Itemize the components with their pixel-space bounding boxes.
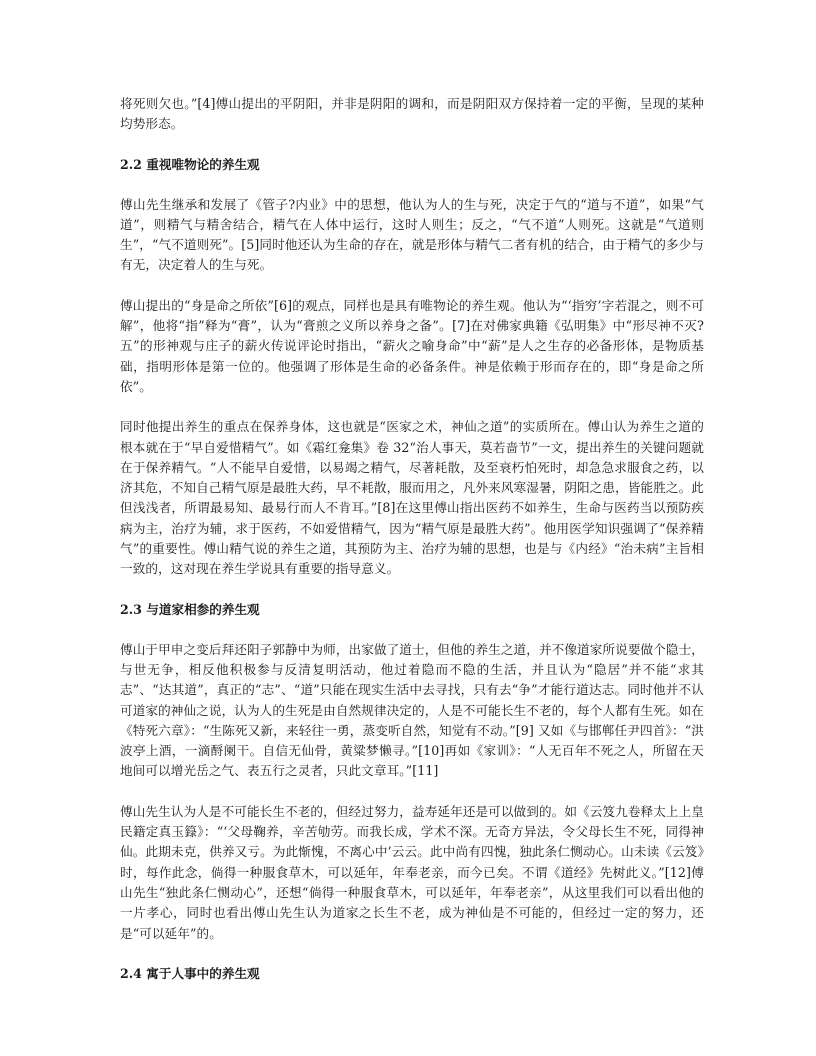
paragraph-preserve-essence: 同时他提出养生的重点在保养身体，这也就是“医家之术，神仙之道”的实质所在。傅山认为养生之道的根本就在于“早自爱惜精气”。如《霜红龛集》卷 32“治人事天，莫若啬节”一文，提出养生的关键问题就在于保养精气。“人不能早自爱惜，以易竭之精气，尽著耗散，及至衰朽怕死时，却急急求服食之药，以济其危，不知自己精气原是最胜大药，早不耗散，服而用之，凡外来风寒湿暑，阴阳之患，皆能胜之。此但浅浅者，所谓最易知、最易行而人不肯耳。”[8]在这里傅山指出医药不如养生，生命与医药当以预防疾病为主，治疗为辅，求于医药，不如爱惜精气，因为“精气原是最胜大药”。他用医学知识强调了“保养精气”的重要性。傅山精气说的养生之道，其预防为主、治疗为辅的思想，也是与《内经》“治未病”主旨相一致的，这对现在养生学说具有重要的指导意义。	[120, 419, 704, 577]
section-heading-2-4: 2.4 寓于人事中的养生观	[120, 965, 260, 981]
section-heading-2-2: 2.2 重视唯物论的养生观	[120, 156, 260, 172]
paragraph-qi-life-death: 傅山先生继承和发展了《管子?内业》中的思想，他认为人的生与死，决定于气的“道与不道”，如果“气道”，则精气与精舍结合，精气在人体中运行，这时人则生；反之，“气不道”人则死。这就是“气道则生”，“气不道则死”。[5]同时他还认为生命的存在，就是形体与精气二者有机的结合，由于精气的多少与有无，决定着人的生与死。	[120, 196, 704, 273]
section-heading-2-3: 2.3 与道家相参的养生观	[120, 601, 260, 617]
article-body	[120, 94, 704, 984]
paragraph-taoist: 傅山于甲申之变后拜还阳子郭静中为师，出家做了道士，但他的养生之道，并不像道家所说要做个隐士，与世无争，相反他积极参与反清复明活动，他过着隐而不隐的生活，并且认为“隐居”并不能“求其志”、“达其道”，真正的“志”、“道”只能在现实生活中去寻找，只有去“争”才能行道达志。同时他并不认可道家的神仙之说，认为人的生死是由自然规律决定的，人是不可能长生不老的，每个人都有生死。如在《特死六章》：“生陈死又新，来轻往一勇，蒸变听自然，知觉有不动。”[9] 又如《与邯郸任尹四首》：“洪波亭上酒，一滴酹阑干。自信无仙骨，黄粱梦懒寻。”[10]再如《家训》：“人无百年不死之人，所留在天地间可以增光岳之气、表五行之灵者，只此文章耳。”[11]	[120, 641, 704, 779]
paragraph-longevity: 傅山先生认为人是不可能长生不老的，但经过努力，益寿延年还是可以做到的。如《云笈九卷释太上上皇民籍定真玉籙》：“‘父母鞠养，辛苦劬劳。而我长成，学术不深。无奇方异法，令父母长生不死，同得神仙。此期未克，供养又亏。为此惭愧，不离心中’云云。此中尚有四愧，独此条仁恻动心。山未读《云笈》时，每作此念，倘得一种服食草木，可以延年，年奉老亲，而今已矣。不谓《道经》先树此义。”[12]傅山先生“独此条仁恻动心”，还想“倘得一种服食草木，可以延年，年奉老亲”，从这里我们可以看出他的一片孝心，同时也看出傅山先生认为道家之长生不老，成为神仙是不可能的，但经过一定的努力，还是“可以延年”的。	[120, 803, 704, 941]
paragraph-body-life: 傅山提出的“身是命之所依”[6]的观点，同样也是具有唯物论的养生观。他认为“‘指穷’字若混之，则不可解”，他将“指”释为“膏”，认为“膏煎之义所以养身之备”。[7]在对佛家典籍《弘明集》中“形尽神不灭?五”的形神观与庄子的薪火传说评论时指出，“薪火之喻身命”中“薪”是人之生存的必备形体，是物质基础，指明形体是第一位的。他强调了形体是生命的必备条件。神是依赖于形而存在的，即“身是命之所依”。	[120, 297, 704, 394]
paragraph-intro: 将死则欠也。”[4]傅山提出的平阴阳，并非是阴阳的调和，而是阴阳双方保持着一定的平衡，呈现的某种均势形态。	[120, 96, 704, 132]
